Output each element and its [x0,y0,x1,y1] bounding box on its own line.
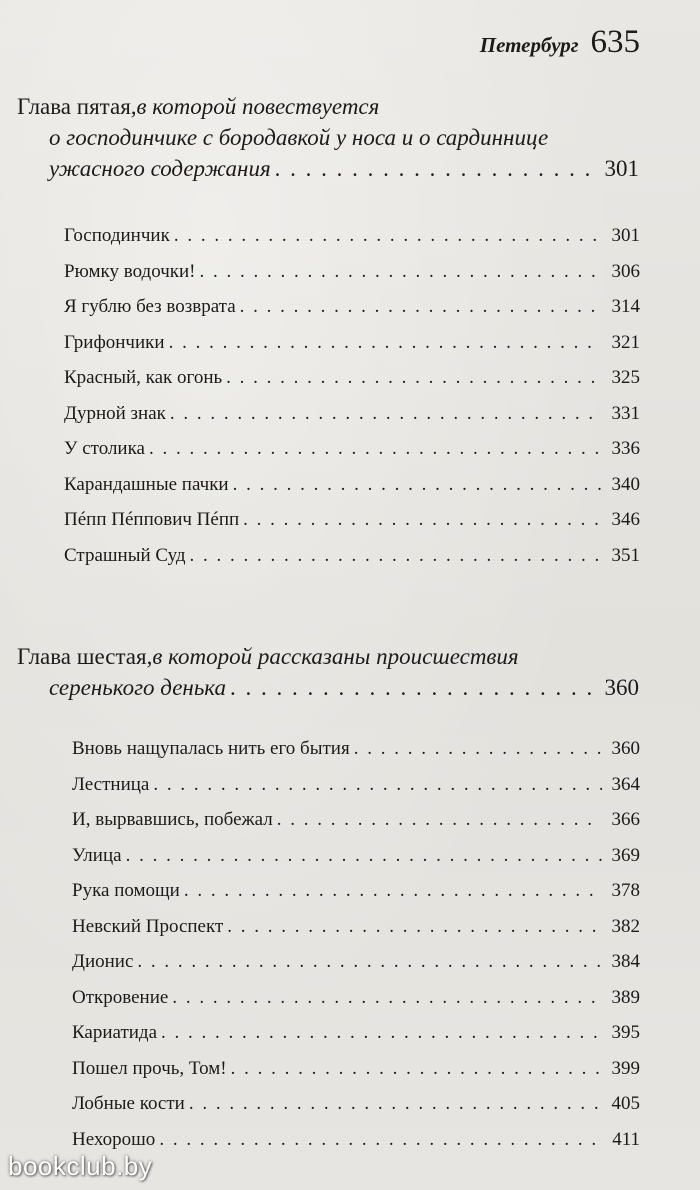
toc-entry-title: Рука помощи [72,880,180,901]
toc-entry-title: Откровение [72,986,169,1008]
toc-entry-title: Господинчик [64,225,170,246]
toc-entry-page: 369 [611,844,640,866]
chapter-five-entries [64,225,640,580]
dot-leader [172,987,602,1009]
toc-entry-page: 389 [611,986,640,1008]
toc-entry[interactable] [72,809,640,845]
dot-leader [275,153,593,184]
chapter-five-label: Глава пятая, [17,94,137,119]
dot-leader [153,774,602,796]
page-number: 635 [590,24,640,60]
toc-entry[interactable] [64,261,640,297]
dot-leader [354,738,602,760]
toc-entry-page: 331 [611,402,640,424]
chapter-five-subtitle-1: в которой повествуется [136,94,380,119]
toc-entry-page: 405 [611,1093,640,1114]
toc-entry-title: Нехорошо [72,1128,156,1150]
toc-entry[interactable] [72,916,640,952]
toc-entry-title: Пéпп Пéппович Пéпп [64,509,240,530]
toc-entry-title: Страшный Суд [64,544,186,566]
toc-entry-title: Карандашные пачки [64,473,229,495]
chapter-six-page: 360 [604,675,639,700]
toc-entry-title: Рюмку водочки! [64,260,196,282]
dot-leader [227,916,602,938]
toc-entry-page: 321 [611,331,640,353]
dot-leader [190,545,602,567]
toc-entry-page: 314 [611,296,640,317]
toc-entry-page: 395 [611,1022,640,1043]
toc-entry-page: 399 [611,1057,640,1079]
toc-entry[interactable] [72,1058,640,1094]
running-title: Петербург [479,33,579,57]
toc-entry[interactable] [64,438,640,474]
toc-entry-page: 364 [611,773,640,795]
chapter-six-subtitle-1: в которой рассказаны происшествия [152,644,519,669]
dot-leader [226,367,602,389]
dot-leader [277,809,602,831]
toc-entry[interactable] [72,1093,640,1129]
toc-entry-title: У столика [64,438,145,459]
toc-entry-page: 346 [611,509,640,530]
toc-entry[interactable] [64,332,640,368]
toc-entry[interactable] [64,296,640,332]
toc-entry-page: 360 [611,738,640,759]
dot-leader [170,403,602,425]
toc-entry-page: 306 [611,260,640,282]
dot-leader [230,672,593,703]
toc-entry[interactable] [72,1129,640,1165]
dot-leader [137,951,602,973]
toc-entry-page: 351 [611,544,640,566]
toc-entry-title: Грифончики [64,331,165,353]
toc-entry-title: Улица [72,844,122,866]
toc-entry-page: 382 [611,915,640,937]
toc-entry-title: Дионис [72,951,134,972]
toc-entry-title: Вновь нащупалась нить его бытия [72,738,350,759]
toc-entry[interactable] [72,987,640,1023]
dot-leader [200,261,603,283]
dot-leader [243,509,602,531]
toc-entry[interactable] [72,738,640,774]
chapter-six-line-2 [17,672,639,703]
toc-entry-title: Кариатида [72,1022,158,1043]
toc-entry-page: 384 [611,951,640,972]
chapter-six-entries [72,738,640,1164]
dot-leader [161,1022,602,1044]
toc-entry[interactable] [64,545,640,581]
dot-leader [174,225,602,247]
dot-leader [240,296,602,318]
toc-entry-title: Я гублю без возврата [64,296,236,317]
chapter-six-label: Глава шестая, [17,644,153,669]
toc-entry-title: Лобные кости [72,1093,185,1114]
toc-entry-page: 325 [611,367,640,388]
toc-entry[interactable] [72,845,640,881]
chapter-five-page: 301 [604,156,639,181]
chapter-six-heading [17,641,639,703]
toc-entry-title: И, вырвавшись, побежал [72,809,273,830]
toc-entry[interactable] [72,1022,640,1058]
dot-leader [233,474,602,496]
running-header [480,24,640,61]
dot-leader [184,880,602,902]
toc-entry-title: Невский Проспект [72,915,224,937]
toc-entry-title: Красный, как огонь [64,367,223,388]
dot-leader [231,1058,602,1080]
toc-entry[interactable] [72,880,640,916]
toc-entry[interactable] [64,367,640,403]
dot-leader [159,1129,602,1151]
chapter-five-heading [17,91,639,184]
toc-entry[interactable] [64,225,640,261]
toc-entry[interactable] [64,403,640,439]
toc-entry-page: 340 [611,473,640,495]
toc-entry[interactable] [64,474,640,510]
toc-entry-title: Лестница [72,773,150,795]
chapter-five-line-3 [17,153,639,184]
toc-entry[interactable] [72,774,640,810]
chapter-six-line-1 [17,641,639,672]
toc-entry-page: 366 [611,809,640,830]
toc-entry-page: 378 [611,880,640,901]
toc-entry-title: Пошел прочь, Том! [72,1057,227,1079]
toc-entry-page: 336 [611,438,640,459]
dot-leader [189,1093,602,1115]
toc-entry-page: 411 [612,1128,640,1150]
dot-leader [169,332,602,354]
toc-entry[interactable] [72,951,640,987]
dot-leader [149,438,602,460]
chapter-five-line-1 [17,91,639,122]
chapter-six-subtitle-2: серенького денька [49,675,226,700]
chapter-five-subtitle-3: ужасного содержания [49,156,271,181]
chapter-five-line-2 [17,122,639,153]
site-watermark: bookclub.by [8,1151,153,1181]
toc-entry[interactable] [64,509,640,545]
chapter-five-subtitle-2: о господинчике с бородавкой у носа и о сардиннице [49,125,549,150]
toc-entry-page: 301 [611,225,640,246]
toc-entry-title: Дурной знак [64,402,166,424]
dot-leader [126,845,602,867]
